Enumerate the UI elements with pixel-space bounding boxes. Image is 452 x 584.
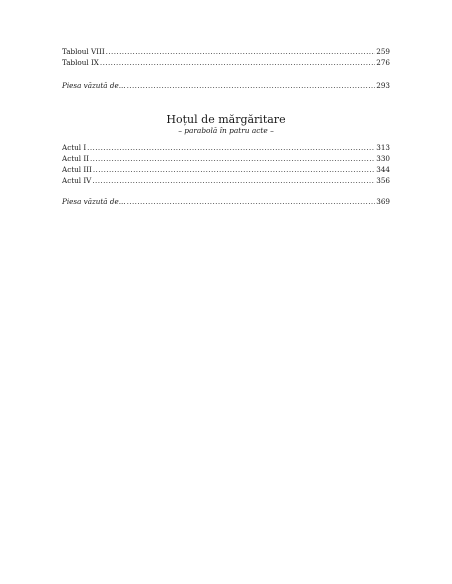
toc-entry-label: Actul III [62, 165, 92, 174]
toc-page-number: 313 [376, 143, 390, 152]
dot-leader [93, 165, 375, 174]
toc-entry-actul-iii [62, 165, 390, 174]
toc-entry-tabloul-viii [62, 47, 390, 56]
toc-page-number: 356 [376, 176, 390, 185]
section-title: Hoțul de mărgăritare [166, 113, 286, 126]
toc-entry-note-top [62, 81, 390, 90]
dot-leader [100, 58, 375, 67]
toc-entry-actul-i [62, 143, 390, 152]
dot-leader [90, 154, 375, 163]
toc-entry-label: Actul II [62, 154, 89, 163]
toc-entry-note-bottom [62, 197, 390, 206]
toc-page-number: 369 [376, 197, 390, 206]
toc-entry-label: Tabloul VIII [62, 47, 105, 56]
toc-page-number: 344 [376, 165, 390, 174]
toc-page-number: 330 [376, 154, 390, 163]
toc-entry-actul-iv [62, 176, 390, 185]
toc-entry-label: Actul I [62, 143, 87, 152]
dot-leader [106, 47, 376, 56]
toc-entry-label: Piesa văzută de... [62, 197, 126, 206]
toc-entry-tabloul-ix [62, 58, 390, 67]
dot-leader [87, 143, 375, 152]
section-subtitle: – parabolă în patru acte – [178, 126, 274, 135]
toc-entry-actul-ii [62, 154, 390, 163]
toc-entry-label: Piesa văzută de... [62, 81, 126, 90]
toc-page-number: 293 [376, 81, 390, 90]
toc-entry-label: Actul IV [62, 176, 92, 185]
dot-leader [127, 81, 376, 90]
toc-page-number: 259 [376, 47, 390, 56]
dot-leader [92, 176, 375, 185]
dot-leader [127, 197, 376, 206]
toc-entry-label: Tabloul IX [62, 58, 99, 67]
toc-page-number: 276 [376, 58, 390, 67]
